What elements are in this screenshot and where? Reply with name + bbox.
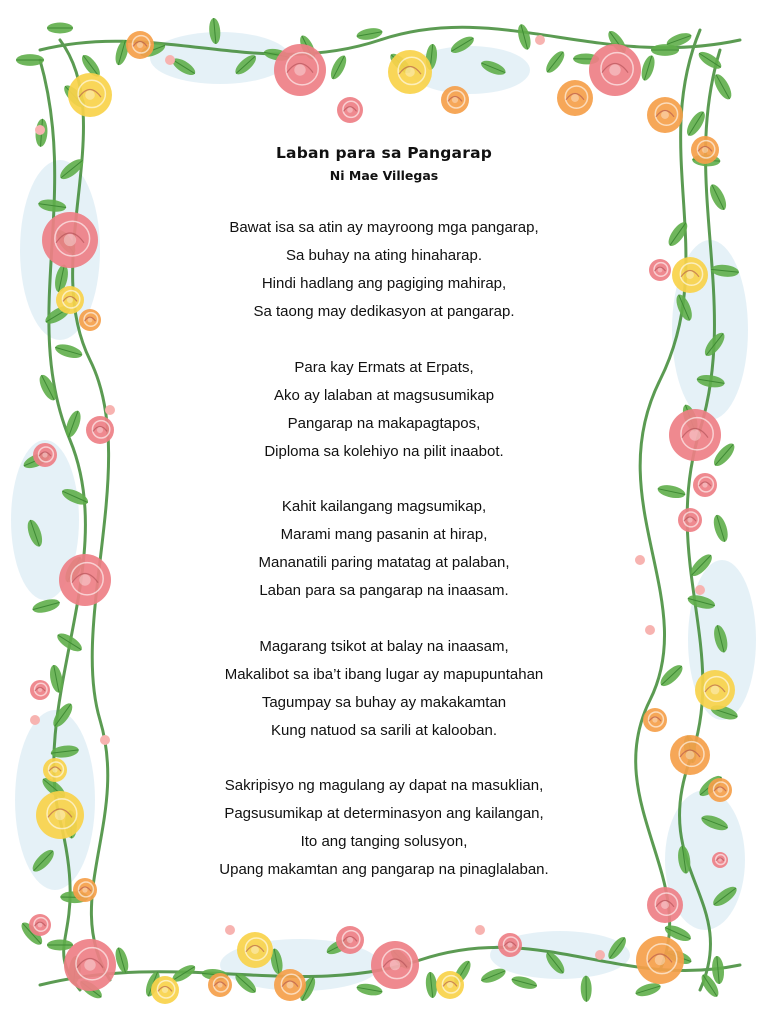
- rose-icon: [436, 971, 464, 999]
- poem-title: Laban para sa Pangarap: [275, 144, 493, 162]
- rose-icon: [678, 508, 702, 532]
- rose-icon: [557, 80, 593, 116]
- poem-line: Marami mang pasanin at hirap,: [280, 526, 488, 543]
- rose-icon: [643, 708, 667, 732]
- rose-icon: [670, 735, 710, 775]
- poem-line: Magarang tsikot at balay na inaasam,: [259, 637, 509, 655]
- rose-icon: [79, 309, 101, 331]
- rose-icon: [64, 939, 116, 991]
- rose-icon: [56, 286, 84, 314]
- rose-icon: [441, 86, 469, 114]
- poem-line: Tagumpay sa buhay ay makakamtan: [261, 693, 507, 711]
- rose-icon: [695, 670, 735, 710]
- rose-icon: [589, 44, 641, 96]
- rose-icon: [337, 97, 363, 123]
- poem-line: Sa taong may dedikasyon at pangarap.: [253, 303, 515, 320]
- rose-icon: [647, 887, 683, 923]
- poem-line: Sakripisyo ng magulang ay dapat na masuklian,: [224, 777, 544, 794]
- rose-icon: [712, 852, 728, 868]
- poem-line: Ako ay lalaban at magsusumikap: [273, 386, 495, 404]
- rose-icon: [30, 680, 50, 700]
- rose-icon: [29, 914, 51, 936]
- rose-icon: [336, 926, 364, 954]
- rose-icon: [669, 409, 721, 461]
- poem-line: Kung natuod sa sarili at kalooban.: [271, 721, 497, 739]
- rose-icon: [43, 758, 67, 782]
- rose-icon: [672, 257, 708, 293]
- rose-icon: [691, 136, 719, 164]
- poem-line: Hindi hadlang ang pagiging mahirap,: [261, 275, 507, 292]
- stanza-5: [150, 772, 618, 884]
- stanza-1: [150, 214, 618, 326]
- rose-icon: [208, 973, 232, 997]
- stanza-4: [150, 633, 618, 745]
- rose-icon: [237, 932, 273, 968]
- poem-line: Pangarap na makapagtapos,: [287, 414, 481, 432]
- poem-line: Upang makamtan ang pangarap na pinaglalaban.: [219, 861, 549, 878]
- rose-icon: [274, 44, 326, 96]
- poem-line: Makalibot sa iba’t ibang lugar ay mapupuntahan: [224, 665, 544, 683]
- poem: [150, 140, 618, 920]
- rose-icon: [708, 778, 732, 802]
- rose-icon: [36, 791, 84, 839]
- rose-icon: [73, 878, 97, 902]
- rose-icon: [647, 97, 683, 133]
- rose-icon: [42, 212, 98, 268]
- rose-icon: [33, 443, 57, 467]
- rose-icon: [388, 50, 432, 94]
- poem-line: Sa buhay na ating hinaharap.: [286, 247, 482, 264]
- poem-line: Laban para sa pangarap na inaasam.: [259, 582, 509, 599]
- rose-icon: [151, 976, 179, 1004]
- poem-line: Bawat isa sa atin ay mayroong mga pangarap,: [229, 219, 539, 236]
- poem-author: Ni Mae Villegas: [329, 168, 439, 183]
- poem-line: Mananatili paring matatag at palaban,: [258, 554, 510, 571]
- rose-icon: [649, 259, 671, 281]
- rose-icon: [498, 933, 522, 957]
- poem-line: Para kay Ermats at Erpats,: [294, 358, 474, 376]
- rose-icon: [636, 936, 684, 984]
- rose-icon: [68, 73, 112, 117]
- poem-line: Kahit kailangang magsumikap,: [281, 498, 487, 515]
- rose-icon: [693, 473, 717, 497]
- rose-icon: [371, 941, 419, 989]
- rose-icon: [59, 554, 111, 606]
- poem-line: Pagsusumikap at determinasyon ang kailangan,: [224, 805, 544, 822]
- poem-line: Ito ang tanging solusyon,: [300, 833, 468, 850]
- rose-icon: [126, 31, 154, 59]
- rose-icon: [86, 416, 114, 444]
- poem-line: Diploma sa kolehiyo na pilit inaabot.: [264, 442, 504, 460]
- rose-icon: [274, 969, 306, 1001]
- stanza-2: [150, 354, 618, 466]
- stanza-3: [150, 493, 618, 605]
